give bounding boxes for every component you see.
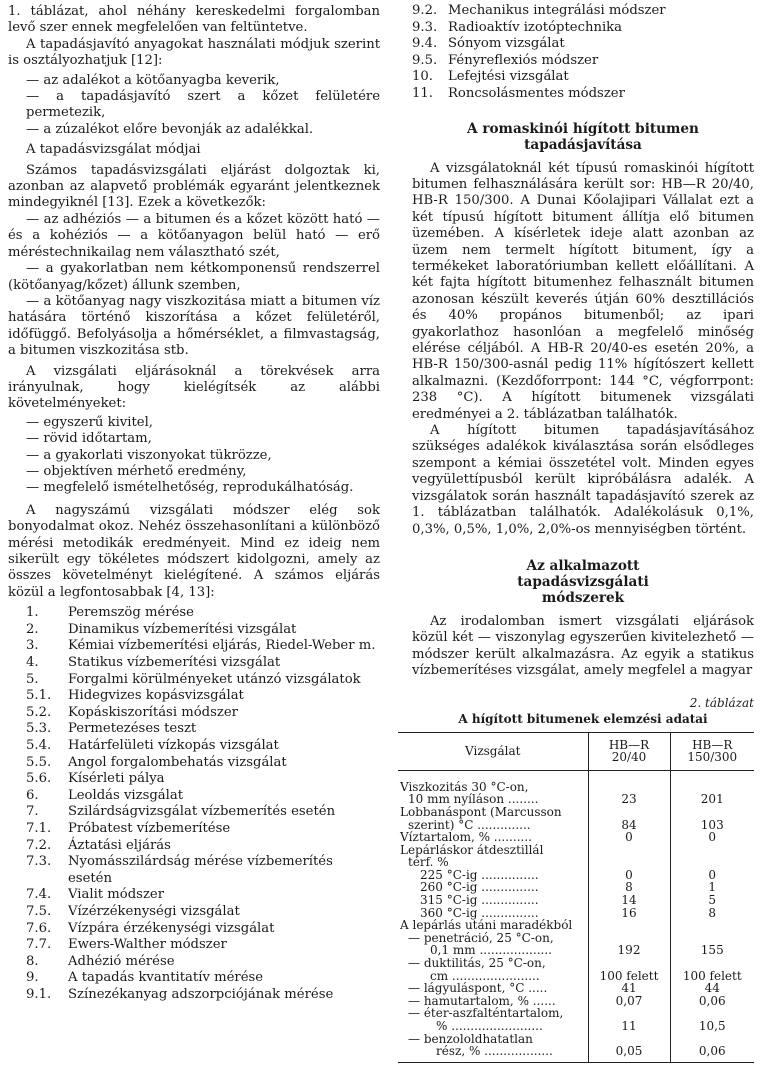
table-title: A hígított bitumenek elemzési adatai xyxy=(458,711,708,726)
table-cell-label: 315 °C-ig ............... xyxy=(420,893,539,908)
method-number: 7.7. xyxy=(26,937,52,953)
table-cell-hbr-150-300: 103 xyxy=(700,817,724,832)
table-cell-hbr-150-300: 8 xyxy=(708,905,717,920)
method-item xyxy=(26,788,380,805)
method-title: Adhézió mérése xyxy=(68,953,175,969)
method-title: Roncsolásmentes módszer xyxy=(448,85,625,101)
table-body xyxy=(398,770,754,1062)
method-number: 7.1. xyxy=(26,820,52,836)
method-item xyxy=(26,970,380,987)
table-row xyxy=(398,770,754,793)
method-number: 5.2. xyxy=(26,704,52,720)
method-title: Színezékanyag adszorpciójának mérése xyxy=(68,986,334,1002)
method-item xyxy=(26,638,380,655)
paragraph-methods-intro: Számos tapadásvizsgálati eljárást dolgoztak ki, azonban az alapvető problémák egyaránt jelentkeznek mindegyiknél [13]. Ezek a következők: xyxy=(8,162,380,211)
table-cell-label: 225 °C-ig ............... xyxy=(420,867,539,882)
table-cell-hbr-150-300: 1 xyxy=(708,880,717,895)
table-row xyxy=(398,1020,754,1033)
method-number: 10. xyxy=(412,69,433,85)
method-item xyxy=(26,622,380,639)
requirement-item: — megfelelő ismételhetőség, reprodukálhatóság. xyxy=(26,480,354,496)
table-cell-hbr-150-300: 201 xyxy=(700,792,724,807)
method-number: 9.3. xyxy=(412,19,438,35)
table-cell-hbr-20-40 xyxy=(588,919,670,932)
method-title: Kísérleti pálya xyxy=(68,771,165,787)
method-item xyxy=(26,887,380,904)
method-number: 9. xyxy=(26,970,39,986)
paragraph-methods-list-intro: A nagyszámú vizsgálati módszer elég sok bonyodalmat okoz. Nehéz összehasonlítani a különböző mérési metodikák eredményeit. Mind ez ideig nem sikerült egy tökéletes módszert kidolgozni, amely az összes követelményt kielégítené. A számos eljárás közül a legfontosabbak [4, 13]: xyxy=(8,502,380,600)
method-item xyxy=(26,937,380,954)
table-cell-label: — éter-aszfalténtartalom, xyxy=(408,1006,564,1021)
table-cell-label: 0,1 mm ................... xyxy=(430,943,552,958)
table-cell-label: — lágyuláspont, °C ..... xyxy=(408,981,548,996)
table-cell-label: cm ....................... xyxy=(430,968,540,983)
method-number: 7.6. xyxy=(26,920,52,936)
requirement-item: — egyszerű kivitel, xyxy=(26,414,153,430)
method-item xyxy=(412,86,754,103)
paragraph-usage-intro: A tapadásjavító anyagokat használati módjuk szerint is osztályozhatjuk [12]: xyxy=(8,36,380,69)
table-cell-label-wrap xyxy=(398,982,588,995)
method-title: Sónyom vizsgálat xyxy=(448,36,565,52)
method-number: 2. xyxy=(26,621,39,637)
table-cell-label: — benzololdhatatlan xyxy=(408,1031,533,1046)
analysis-table xyxy=(398,732,754,1063)
table-cell-label: — penetráció, 25 °C-on, xyxy=(408,930,554,945)
problem-list xyxy=(8,212,380,360)
paragraph-romaskino-1: A vizsgálatoknál két típusú romaskinói hígított bitumen felhasználására került sor: HB—R 20/40, HB-R 150/300. A Dunai Kőolajipari Vállalat ezt a két típusú hígított bitument állítja elő bitumen üzemében. A kísérletek ideje alatt azonban az üzem nem termelt hígított bitument, így a termékeket laboratóriumban kellett előállítani. A két fajta hígított bitumenhez felhasznált bitumen azonosan készült keverés útján 60% desztillációs és 40% propános bitumenből; az ipari gyakorlathoz hasonlóan a megfelelő minőség elérése céljából. A HB-R 20/40-es esetén 20%, a HB-R 150/300-asnál pedig 11% hígítószert kellett alkalmazni. (Kezdőforrpont: 144 °C, végforrpont: 238 °C). A hígított bitumenek vizsgálati eredményei a 2. táblázatban találhatók. xyxy=(412,160,754,422)
methods-list xyxy=(8,605,380,1003)
table-cell-hbr-20-40: 14 xyxy=(588,894,670,907)
method-item xyxy=(412,36,754,53)
table-cell-label-wrap xyxy=(398,957,588,970)
table-row xyxy=(398,1045,754,1062)
method-item xyxy=(26,838,380,855)
table-cell-hbr-150-300: 0 xyxy=(708,867,717,882)
problem-item: — a gyakorlatban nem kétkomponensű rendszerrel (kötőanyag/kőzet) állunk szemben, xyxy=(8,261,380,293)
method-title: Lefejtési vizsgálat xyxy=(448,69,569,85)
table-cell-label-wrap xyxy=(398,831,588,844)
method-item xyxy=(26,921,380,938)
usage-item: — az adalékot a kötőanyagba keverik, xyxy=(26,72,280,88)
table-cell-hbr-20-40 xyxy=(588,770,670,793)
usage-item: — a tapadásjavító szert a kőzet felületére permetezik, xyxy=(26,89,380,121)
right-column xyxy=(400,0,754,1063)
table-cell-hbr-20-40: 41 xyxy=(588,982,670,995)
table-cell-hbr-20-40 xyxy=(588,806,670,819)
table-cell-hbr-150-300: 100 felett xyxy=(682,968,742,983)
table-cell-hbr-150-300: 10,5 xyxy=(698,1019,726,1033)
table-cell-hbr-150-300 xyxy=(670,806,754,819)
method-number: 6. xyxy=(26,787,39,803)
table-cell-hbr-150-300: 5 xyxy=(708,893,717,908)
method-title: Dinamikus vízbemerítési vizsgálat xyxy=(68,621,297,637)
table-cell-label-wrap xyxy=(398,1020,588,1033)
table-cell-hbr-150-300 xyxy=(670,770,754,793)
method-title: Hidegvizes kopásvizsgálat xyxy=(68,688,244,704)
table-row xyxy=(398,806,754,819)
usage-item: — a zúzalékot előre bevonják az adalékkal. xyxy=(26,121,314,137)
method-title: Vízérzékenységi vizsgálat xyxy=(68,903,240,919)
table-cell-hbr-20-40 xyxy=(588,957,670,970)
section-heading-applied-methods: Az alkalmazott tapadásvizsgálati módszerek xyxy=(517,557,649,606)
method-item xyxy=(412,53,754,70)
table-header-hbr-150-300-text: HB—R 150/300 xyxy=(687,737,738,765)
method-number: 5.6. xyxy=(26,771,52,787)
table-cell-hbr-150-300 xyxy=(670,957,754,970)
table-cell-label: rész, % .................. xyxy=(436,1044,553,1059)
table-cell-hbr-20-40 xyxy=(588,844,670,857)
table-cell-label: Lobbanáspont (Marcusson xyxy=(400,804,562,819)
method-number: 5.4. xyxy=(26,737,52,753)
table-row xyxy=(398,844,754,857)
section-heading-methods: A tapadásvizsgálat módjai xyxy=(26,142,201,158)
method-title: Próbatest vízbemerítése xyxy=(68,820,231,836)
table-cell-hbr-150-300: 0,06 xyxy=(670,1045,754,1062)
method-number: 4. xyxy=(26,655,39,670)
table-cell-hbr-20-40 xyxy=(588,856,670,869)
method-item xyxy=(412,20,754,37)
paragraph-romaskino-2: A hígított bitumen tapadásjavításához szükséges adalékok kiválasztása során elsődleges szempont a kémiai összetétel volt. Minden egyes vegyülettípusból került kipróbálásra adalék. A vizsgálatok során használt tapadásjavító szerek az 1. táblázatban találhatók. Adalékolásuk 0,1%, 0,3%, 0,5%, 1,0%, 2,0%-os mennyiségben történt. xyxy=(412,423,754,537)
table-cell-hbr-20-40: 100 felett xyxy=(588,970,670,983)
table-cell-hbr-150-300: 155 xyxy=(700,943,724,958)
method-title: Nyomásszilárdság mérése vízbemerítés esetén xyxy=(68,854,333,886)
table-cell-hbr-150-300: 44 xyxy=(704,981,720,996)
table-cell-hbr-20-40: 0 xyxy=(588,831,670,844)
requirement-item: — rövid időtartam, xyxy=(26,431,152,447)
method-item xyxy=(26,655,380,672)
table-header-hbr-20-40 xyxy=(588,732,670,770)
paragraph-table-reference: 1. táblázat, ahol néhány kereskedelmi forgalomban levő szer ennek megfelelően van feltüntetve. xyxy=(8,4,380,36)
method-title: Fényreflexiós módszer xyxy=(448,52,599,68)
method-item xyxy=(26,987,380,1004)
method-number: 7.3. xyxy=(26,854,52,870)
method-title: Áztatási eljárás xyxy=(68,837,171,853)
method-number: 9.1. xyxy=(26,986,52,1002)
table-row xyxy=(398,894,754,907)
method-title: Szilárdságvizsgálat vízbemerítés esetén xyxy=(68,804,336,820)
method-item xyxy=(412,69,754,86)
method-item xyxy=(26,605,380,622)
table-row xyxy=(398,831,754,844)
table-cell-hbr-150-300: 0 xyxy=(708,830,717,845)
method-number: 9.5. xyxy=(412,52,438,68)
left-column xyxy=(8,0,380,1003)
table-cell-label: 260 °C-ig ............... xyxy=(420,880,539,895)
table-cell-hbr-20-40: 0,07 xyxy=(588,995,670,1008)
table-row xyxy=(398,856,754,869)
method-number: 8. xyxy=(26,953,39,969)
table-header-hbr-20-40-text: HB—R 20/40 xyxy=(608,737,650,765)
method-item xyxy=(412,3,754,20)
method-number: 11. xyxy=(412,85,433,101)
method-number: 5.5. xyxy=(26,754,52,770)
usage-list xyxy=(8,73,380,139)
method-title: Vízpára érzékenységi vizsgálat xyxy=(68,920,275,936)
table-cell-hbr-20-40: 16 xyxy=(588,907,670,920)
table-cell-hbr-20-40: 192 xyxy=(588,944,670,957)
table-cell-label: 10 mm nyíláson ........ xyxy=(408,792,539,807)
table-cell-label: Viszkozitás 30 °C-on, xyxy=(400,779,529,794)
method-title: Statikus vízbemerítési vizsgálat xyxy=(68,655,281,670)
table-cell-hbr-20-40: 8 xyxy=(588,881,670,894)
table-cell-label-wrap xyxy=(398,894,588,907)
table-cell-label: % ........................ xyxy=(436,1019,543,1033)
table-cell-label: Víztartalom, % .......... xyxy=(400,830,532,845)
method-title: Leoldás vizsgálat xyxy=(68,787,184,803)
method-title: Radioaktív izotóptechnika xyxy=(448,19,623,35)
table-cell-label-wrap xyxy=(398,806,588,819)
method-number: 1. xyxy=(26,605,39,621)
table-cell-label: — duktilitás, 25 °C-on, xyxy=(408,956,546,971)
table-header-test: Vizsgálat xyxy=(398,732,588,770)
table-header-hbr-150-300 xyxy=(670,732,754,770)
method-title: Vialit módszer xyxy=(68,887,165,903)
table-header-row xyxy=(398,732,754,770)
method-item xyxy=(26,705,380,722)
method-number: 7. xyxy=(26,804,39,820)
method-item xyxy=(26,771,380,788)
table-cell-hbr-150-300 xyxy=(670,856,754,869)
requirement-item: — a gyakorlati viszonyokat tükrözze, xyxy=(26,447,272,463)
table-cell-hbr-20-40: 11 xyxy=(588,1020,670,1033)
table-cell-label: A lepárlás utáni maradékból xyxy=(400,918,573,933)
method-number: 9.2. xyxy=(412,3,438,18)
method-number: 3. xyxy=(26,638,39,654)
method-item xyxy=(26,672,380,689)
method-item xyxy=(26,721,380,738)
method-title: Kémiai vízbemerítési eljárás, Riedel-Weber m. xyxy=(68,638,376,654)
table-cell-label-wrap xyxy=(398,919,588,932)
table-row xyxy=(398,957,754,970)
problem-item: — az adhéziós — a bitumen és a kőzet között ható — és a kohéziós — a kötőanyagon belül ható — erő méréstechnikailag nem választható szét, xyxy=(8,211,380,260)
method-title: Peremszög mérése xyxy=(68,605,194,621)
method-title: Kopáskiszorítási módszer xyxy=(68,704,238,720)
method-title: Határfelületi vízkopás vizsgálat xyxy=(68,737,279,753)
method-title: Forgalmi körülményeket utánzó vizsgálatok xyxy=(68,671,361,687)
requirement-item: — objektíven mérhető eredmény, xyxy=(26,463,247,479)
table-cell-hbr-150-300 xyxy=(670,919,754,932)
table-row xyxy=(398,919,754,932)
method-title: Permetezéses teszt xyxy=(68,721,197,737)
method-item xyxy=(26,904,380,921)
table-cell-hbr-20-40: 0,05 xyxy=(588,1045,670,1062)
table-cell-hbr-20-40: 23 xyxy=(588,793,670,806)
method-number: 7.2. xyxy=(26,837,52,853)
section-heading-romaskino: A romaskinói hígított bitumen tapadásjavítása xyxy=(467,120,699,153)
table-row xyxy=(398,982,754,995)
method-item xyxy=(26,821,380,838)
method-number: 7.5. xyxy=(26,903,52,919)
method-number: 5.3. xyxy=(26,721,52,737)
table-number: 2. táblázat xyxy=(689,695,754,710)
table-cell-label: szerint) °C .............. xyxy=(408,817,531,832)
method-number: 5. xyxy=(26,671,39,687)
method-number: 9.4. xyxy=(412,36,438,52)
table-cell-hbr-20-40: 84 xyxy=(588,819,670,832)
method-item xyxy=(26,688,380,705)
method-title: Angol forgalombehatás vizsgálat xyxy=(68,754,287,770)
table-cell-label: térf. % xyxy=(408,855,449,870)
method-item xyxy=(26,804,380,821)
paragraph-applied-methods: Az irodalomban ismert vizsgálati eljárások közül két — viszonylag egyszerűen kivitelezhető — módszer került alkalmazásra. Az egyik a statikus vízbemerítéses vizsgálat, amely megfelel a magyar xyxy=(412,613,754,679)
method-title: Ewers-Walther módszer xyxy=(68,937,227,953)
method-number: 5.1. xyxy=(26,688,52,704)
paragraph-requirements-intro: A vizsgálati eljárásoknál a törekvések arra irányulnak, hogy kielégítsék az alábbi követelményeket: xyxy=(8,363,380,412)
table-cell-label-wrap xyxy=(398,770,588,793)
method-item xyxy=(26,755,380,772)
table-cell-label: — hamutartalom, % ...... xyxy=(408,993,556,1008)
method-number: 7.4. xyxy=(26,887,52,903)
method-title: A tapadás kvantitatív mérése xyxy=(68,970,264,986)
table-cell-label-wrap xyxy=(398,856,588,869)
table-cell-hbr-150-300 xyxy=(670,844,754,857)
problem-item: — a kötőanyag nagy viszkozitása miatt a bitumen víz hatására történő kiszorítása a kőzet felületéről, időfüggő. Befolyásolja a hőmérséklet, a filmvastagság, a bitumen viszkozitása stb. xyxy=(8,293,380,359)
table-cell-label: 360 °C-ig ............... xyxy=(420,905,539,920)
table-cell-hbr-150-300: 0,06 xyxy=(698,993,726,1008)
table-cell-label-wrap xyxy=(398,1045,588,1062)
method-title: Mechanikus integrálási módszer xyxy=(448,3,666,18)
requirements-list xyxy=(8,415,380,497)
method-item xyxy=(26,954,380,971)
table-cell-label: Lepárláskor átdesztillál xyxy=(400,842,544,857)
method-item xyxy=(26,738,380,755)
methods-list-continued xyxy=(412,3,754,103)
table-cell-hbr-20-40: 0 xyxy=(588,869,670,882)
method-item xyxy=(26,854,380,887)
